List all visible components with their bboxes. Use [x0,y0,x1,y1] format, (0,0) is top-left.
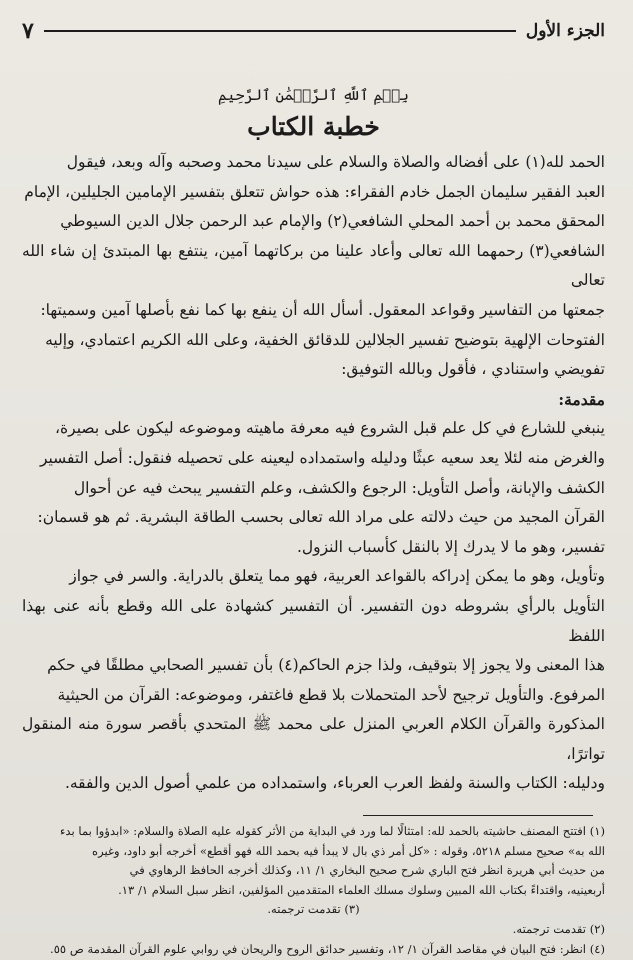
paragraph-tawil: وتأويل، وهو ما يمكن إدراكه بالقواعد العربية، فهو مما يتعلق بالدراية. والسر في جواز التأويل بالرأي بشروطه دون التفسير. أن التفسير كشهادة على الله وقطع بأنه عنى بهذا اللفظ هذا المعنى ولا يجوز إلا بتوقيف، ولذا جزم الحاكم(٤) بأن تفسير الصحابي مطلقًا في حكم المرفوع. والتأويل ترجيح لأحد المتحملات بلا قطع فاغتفر، وموضوعه: القرآن من الحيثية المذكورة والقرآن الكلام العربي المنزل على محمد ﷺ المتحدي بأقصر سورة منه المنقول تواترًا، ودليله: الكتاب والسنة ولفظ العرب العرباء، واستمداده من علمي أصول الدين والفقه. [22,567,605,793]
header-rule [44,30,516,32]
footnote-2: (٢) تقدمت ترجمته. [512,922,605,937]
page-number: ٧ [22,18,34,44]
basmala: بِسۡمِ ٱللَّهِ ٱلرَّحۡمَٰنِ ٱلرَّحِيمِ [218,86,409,104]
section-heading: مقدمة: [558,389,605,409]
page-header [22,16,605,46]
chapter-title: خطبة الكتاب [247,112,380,141]
paragraph-introduction: الحمد لله(١) على أفضاله والصلاة والسلام على سيدنا محمد وصحبه وآله وبعد، فيقول العبد الفقير سليمان الجمل خادم الفقراء: هذه حواش تتعلق بتفسير الإمامين الجليلين، الإمام المحقق محمد بن أحمد المحلي الشافعي(٢) والإمام عبد الرحمن جلال الدين السيوطي الشافعي(٣) رحمهما الله تعالى وأعاد علينا من بركاتهما آمين، ينتفع بها المبتدئ إن شاء الله تعالى جمعتها من التفاسير وقواعد المعقول. أسأل الله أن ينفع بها كما نفع بأصلها آمين وسميتها: الفتوحات الإلهية بتوضيح تفسير الجلالين للدقائق الخفية، وعلى الله الكريم اعتمادي، وإليه تفويضي واستنادي ، فأقول وبالله التوفيق: [22,153,605,379]
footnote-4: (٤) انظر: فتح البيان في مقاصد القرآن ١/ ١٢، وتفسير حدائق الروح والريحان في روابي علوم القرآن المقدمة ص ٥٥. [50,941,605,956]
footnote-1: (١) افتتح المصنف حاشيته بالحمد لله: امتثالًا لما ورد في البداية من الأثر كقوله عليه الصلاة والسلام: «ابدؤوا بما بدء الله به» صحيح مسلم ٥٢١٨، وقوله : «كل أمر ذي بال لا يبدأ فيه بحمد الله فهو أقطع» أخرجه أبو داود، وغيره من حديث أبي هريرة انظر فتح الباري شرح صحيح البخاري ١/ ١١، وكذلك أخرجه الحافظ الرهاوي في أربعينيه، واقتداءً بكتاب الله المبين وسلوك مسلك العلماء المتقدمين المؤلفين، انظر سبل السلام ١/ ١٣. [59,824,605,897]
main-text [22,148,605,799]
paragraph-definition: ينبغي للشارع في كل علم قبل الشروع فيه معرفة ماهيته وموضوعه ليكون على بصيرة، والغرض منه لئلا يعد سعيه عبثًا ودليله واستمداده ليعينه على تحصيله فنقول: أصل التفسير الكشف والإبانة، وأصل التأويل: الرجوع والكشف، وعلم التفسير يبحث فيه عن أحوال القرآن المجيد من حيث دلالته على مراد الله تعالى بحسب الطاقة البشرية. ثم هو قسمان: تفسير، وهو ما لا يدرك إلا بالنقل كأسباب النزول. [37,419,605,556]
footnotes [22,822,605,959]
running-title: الجزء الأول [525,21,605,41]
footnote-separator [363,815,593,816]
footnote-3: (٣) تقدمت ترجمته. [267,902,360,917]
